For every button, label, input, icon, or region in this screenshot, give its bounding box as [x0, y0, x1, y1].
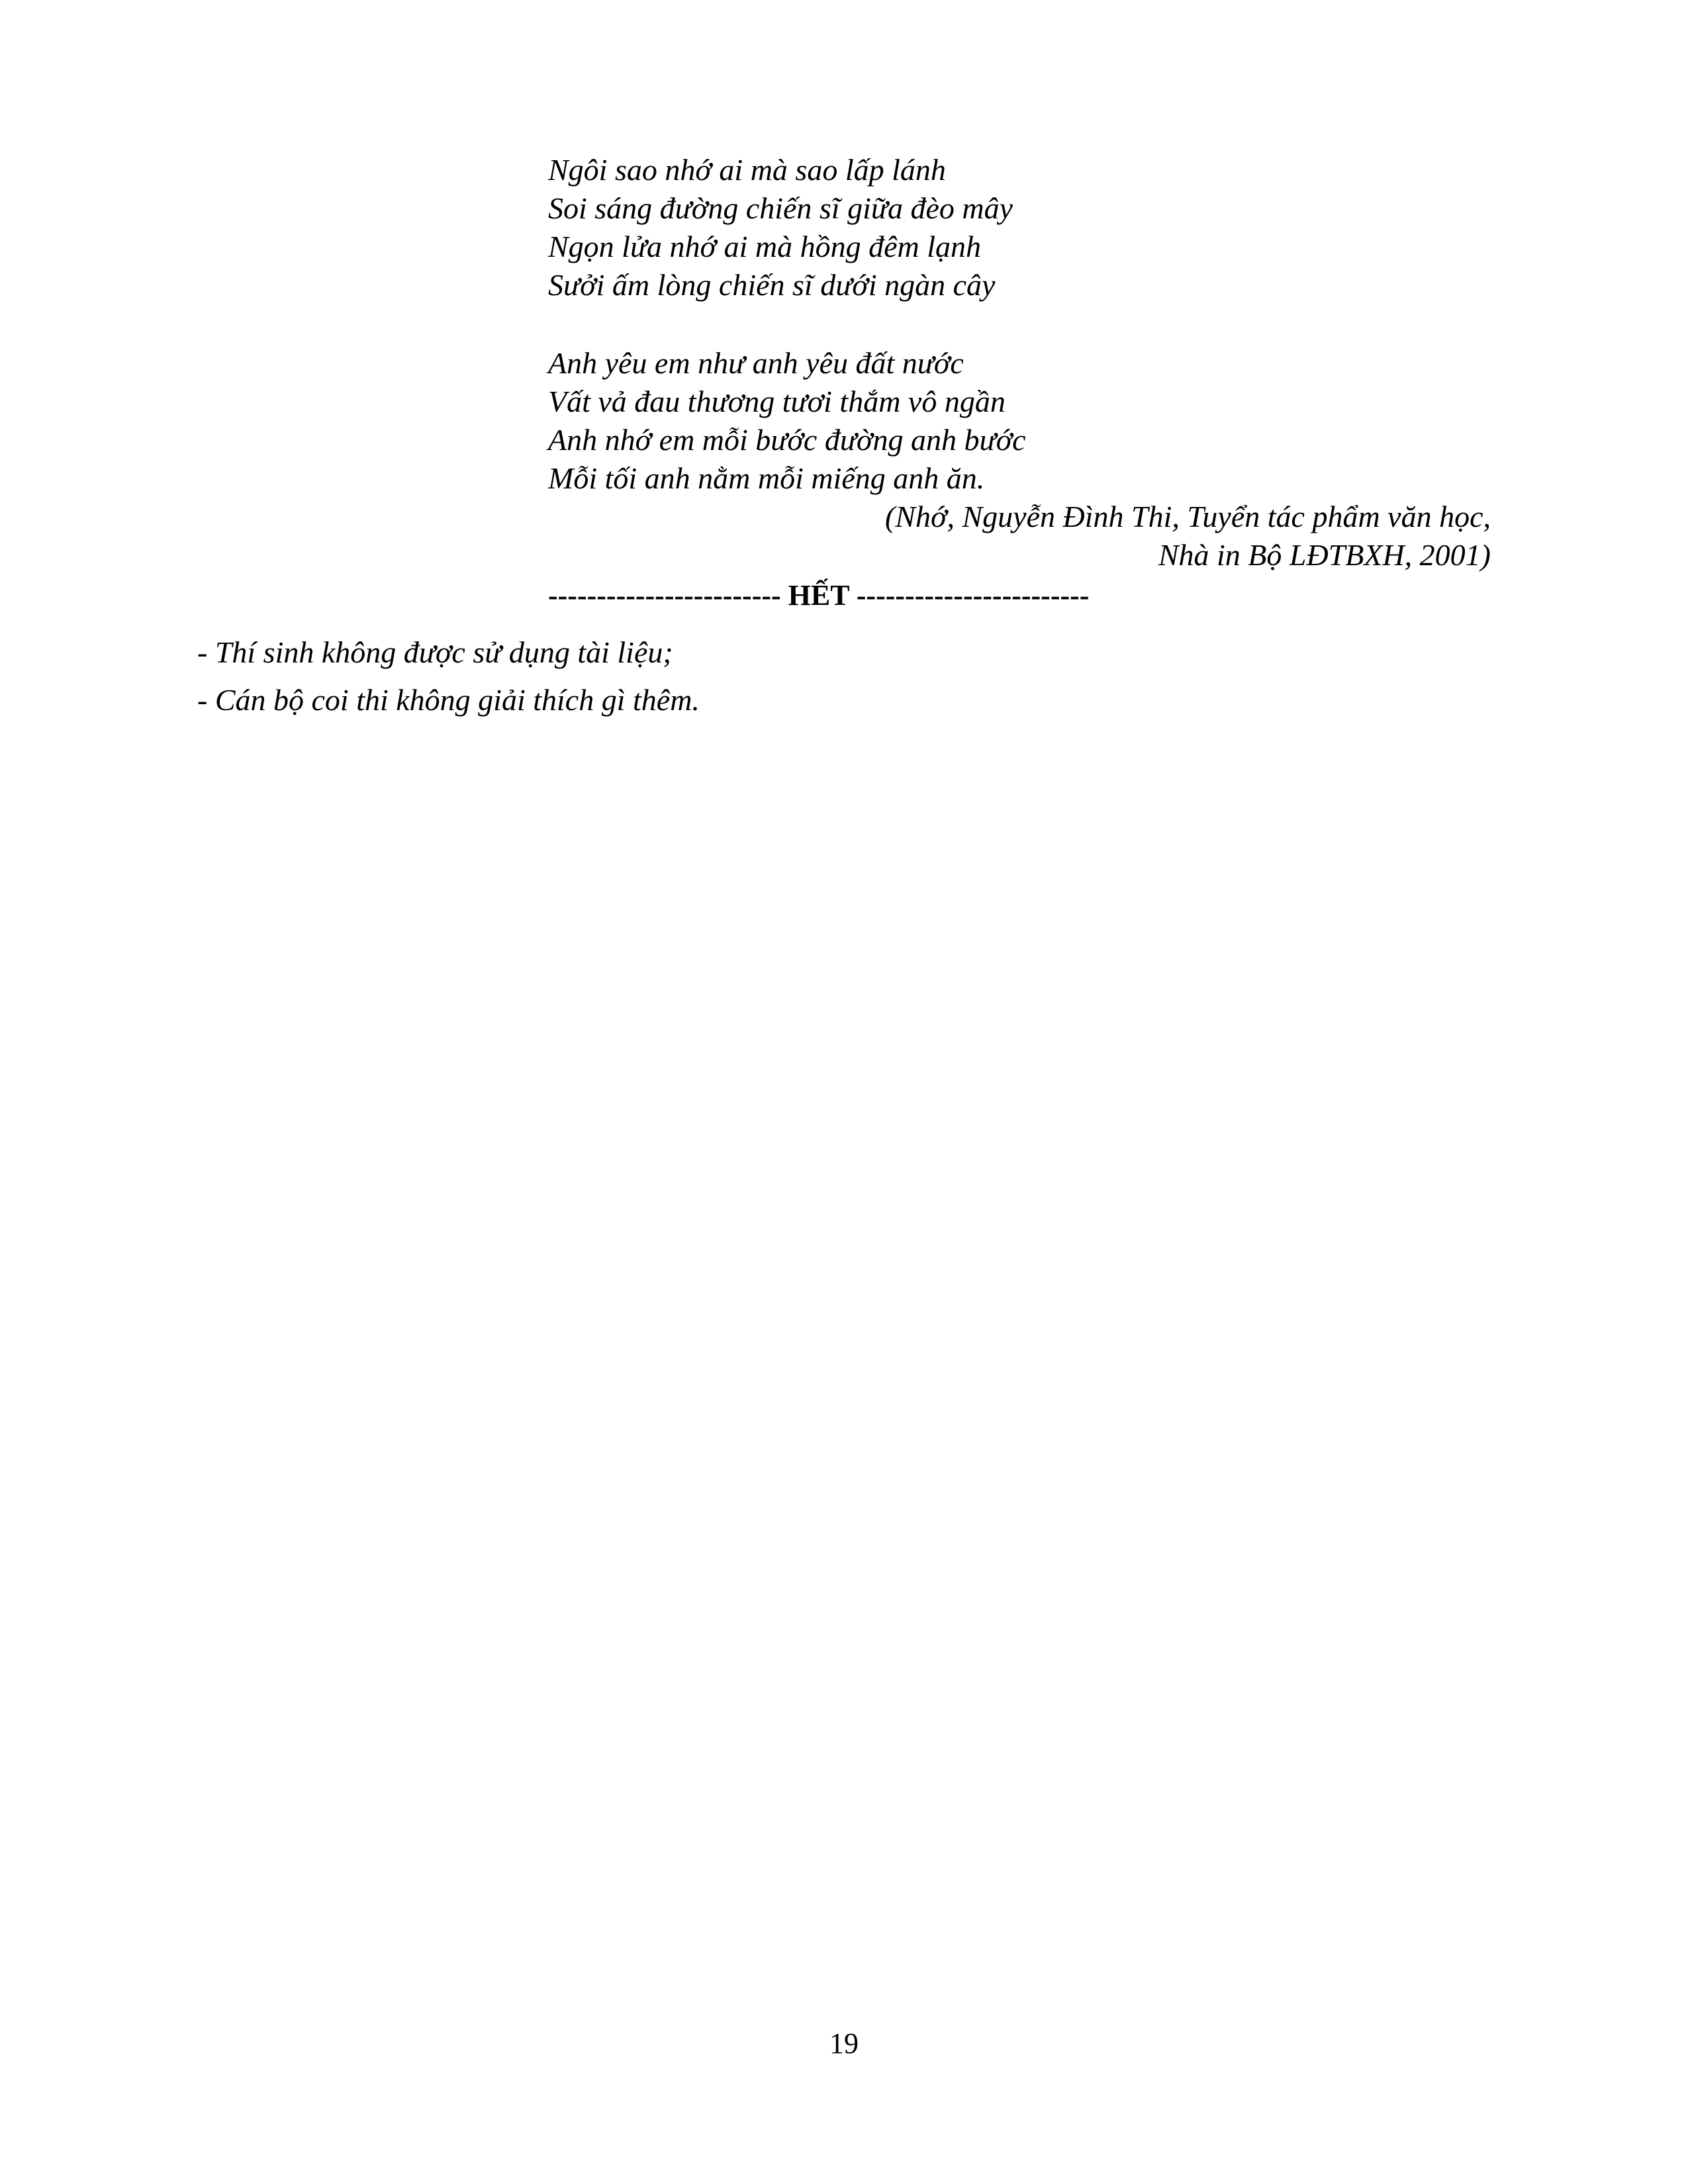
end-marker: ------------------------ HẾT ------------------------ [548, 579, 1090, 612]
poem-line: Ngọn lửa nhớ ai mà hồng đêm lạnh [548, 230, 982, 263]
page-number: 19 [829, 2027, 859, 2060]
poem-line: Soi sáng đường chiến sĩ giữa đèo mây [548, 191, 1013, 225]
poem-line: Sưởi ấm lòng chiến sĩ dưới ngàn cây [548, 268, 996, 302]
poem-citation [885, 498, 1491, 574]
exam-note: - Thí sinh không được sử dụng tài liệu; [197, 635, 673, 669]
poem-line: Mỗi tối anh nằm mỗi miếng anh ăn. [548, 461, 985, 495]
citation-line-1: (Nhớ, Nguyễn Đình Thi, Tuyển tác phẩm văn học, [884, 500, 1491, 533]
poem-stanza-2 [548, 344, 1026, 498]
poem-stanza-1 [548, 151, 1013, 304]
poem-line: Ngôi sao nhớ ai mà sao lấp lánh [548, 153, 946, 187]
citation-line-2: Nhà in Bộ LĐTBXH, 2001) [1158, 538, 1491, 572]
poem-line: Anh yêu em như anh yêu đất nước [548, 346, 964, 380]
poem-line: Vất vả đau thương tươi thắm vô ngần [548, 385, 1006, 418]
exam-notes [197, 629, 700, 724]
exam-note: - Cán bộ coi thi không giải thích gì thêm. [197, 683, 700, 717]
poem-line: Anh nhớ em mỗi bước đường anh bước [548, 423, 1026, 457]
